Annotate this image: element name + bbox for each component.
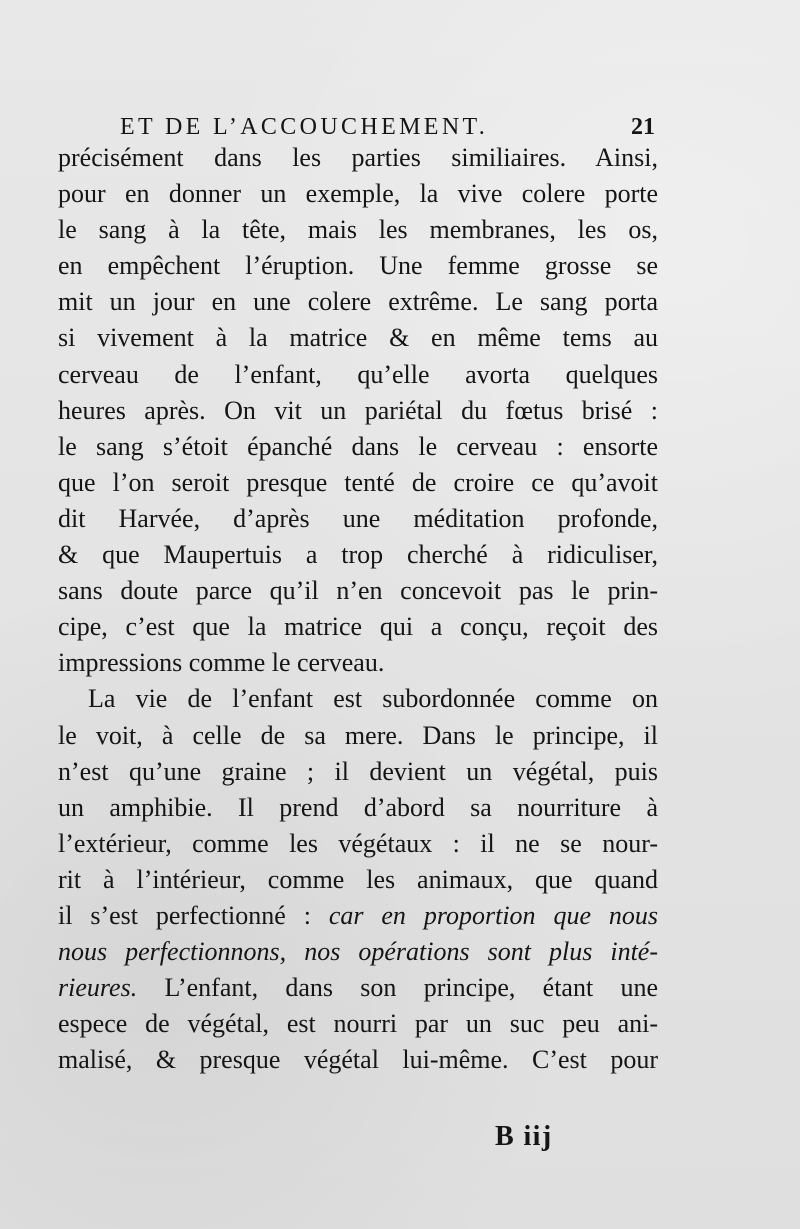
text-line: espece de végétal, est nourri par un suc peu ani- <box>58 1009 658 1039</box>
text-line: le sang à la tête, mais les membranes, les os, <box>58 215 658 245</box>
text-line: rit à l’intérieur, comme les animaux, que quand <box>58 864 658 894</box>
text-line: & que Maupertuis a trop cherché à ridiculiser, <box>58 540 658 570</box>
text-line: dit Harvée, d’après une méditation profonde, <box>58 503 658 533</box>
text-line: malisé, & presque végétal lui-même. C’est pour <box>58 1045 658 1075</box>
text-line: si vivement à la matrice & en même tems au <box>58 323 658 353</box>
text-line: le sang s’étoit épanché dans le cerveau : ensorte <box>58 431 658 461</box>
text-line: précisément dans les parties similiaires. Ainsi, <box>58 143 658 172</box>
text-line: La vie de l’enfant est subordonnée comme on <box>88 684 658 714</box>
text-line: heures après. On vit un pariétal du fœtus brisé : <box>58 395 658 425</box>
running-title: ET DE L’ACCOUCHEMENT. <box>120 113 489 140</box>
text-line: impressions comme le cerveau. <box>58 648 385 678</box>
text-line <box>58 970 658 1006</box>
text-roman: L’enfant, dans son principe, étant une <box>137 973 658 1003</box>
text-line: pour en donner un exemple, la vive colere porte <box>58 179 658 209</box>
text-italic: car en proportion que nous <box>328 900 658 930</box>
text-roman: il s’est perfectionné : <box>58 900 329 930</box>
text-line: que l’on seroit presque tenté de croire ce qu’avoit <box>58 467 658 497</box>
running-header <box>120 112 655 142</box>
text-line: cerveau de l’enfant, qu’elle avorta quelques <box>58 359 658 389</box>
text-line-italic: nous perfectionnons, nos opérations sont plus inté- <box>58 937 658 967</box>
text-line: un amphibie. Il prend d’abord sa nourriture à <box>58 792 658 822</box>
text-line: l’extérieur, comme les végétaux : il ne se nour- <box>58 828 658 858</box>
text-line: en empêchent l’éruption. Une femme grosse se <box>58 251 658 281</box>
text-line: mit un jour en une colere extrême. Le sang porta <box>58 287 658 317</box>
signature-mark: B iij <box>495 1121 553 1152</box>
text-line: le voit, à celle de sa mere. Dans le principe, il <box>58 720 658 750</box>
text-line: sans doute parce qu’il n’en concevoit pas le prin- <box>58 576 658 606</box>
page-number: 21 <box>631 113 655 140</box>
text-line: cipe, c’est que la matrice qui a conçu, reçoit des <box>58 612 658 642</box>
body-text <box>58 140 658 1078</box>
text-line <box>58 898 658 934</box>
text-italic: rieures. <box>58 973 138 1003</box>
text-line: n’est qu’une graine ; il devient un végétal, puis <box>58 756 658 786</box>
